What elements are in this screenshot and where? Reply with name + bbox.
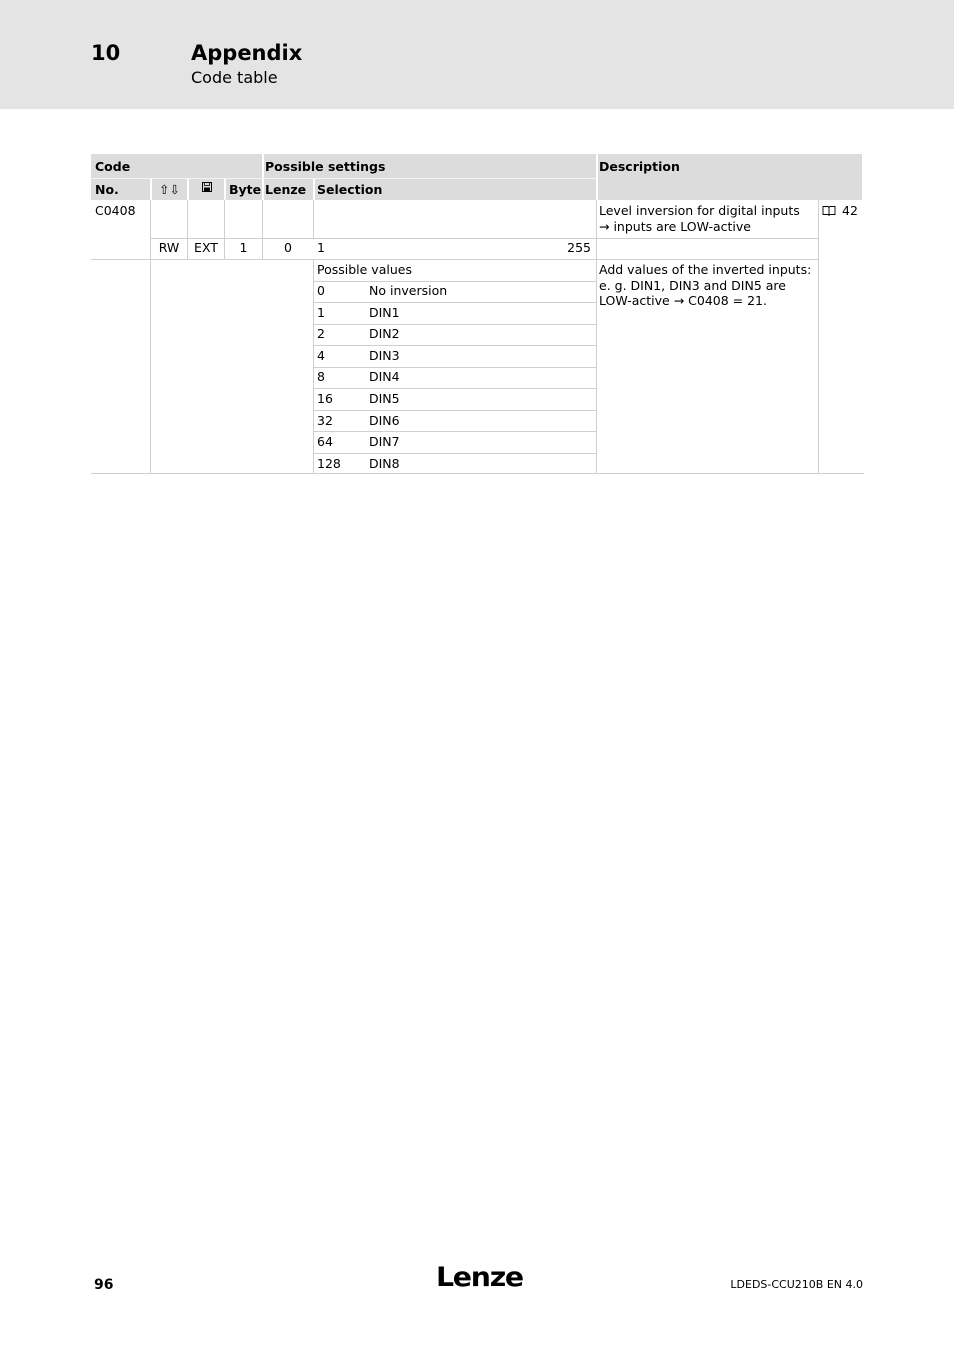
value-meaning: DIN3 xyxy=(369,348,400,363)
value-number: 128 xyxy=(317,456,341,471)
document-id: LDEDS-CCU210B EN 4.0 xyxy=(730,1278,863,1291)
section-title: Code table xyxy=(191,68,278,87)
value-meaning: DIN5 xyxy=(369,391,400,406)
value-meaning: DIN4 xyxy=(369,369,400,384)
value-meaning: DIN2 xyxy=(369,326,400,341)
save-value: EXT xyxy=(194,240,218,255)
value-number: 0 xyxy=(317,283,325,298)
header-band xyxy=(0,0,954,109)
value-number: 32 xyxy=(317,413,333,428)
value-number: 4 xyxy=(317,348,325,363)
header-code: Code xyxy=(95,159,131,174)
header-possible-settings: Possible settings xyxy=(265,159,386,174)
chapter-title: Appendix xyxy=(191,41,303,65)
selection-min: 1 xyxy=(317,240,325,255)
value-meaning: DIN7 xyxy=(369,434,400,449)
value-meaning: DIN8 xyxy=(369,456,400,471)
page-reference[interactable]: 42 xyxy=(842,203,858,218)
header-description: Description xyxy=(599,159,680,174)
values-description-line-3: LOW-active → C0408 = 21. xyxy=(599,293,767,308)
header-byte: Byte xyxy=(229,182,262,197)
value-number: 2 xyxy=(317,326,325,341)
floppy-icon xyxy=(202,182,212,192)
value-meaning: DIN1 xyxy=(369,305,400,320)
selection-max: 255 xyxy=(567,240,591,255)
header-selection: Selection xyxy=(317,182,383,197)
header-no: No. xyxy=(95,182,119,197)
lenze-default: 0 xyxy=(284,240,292,255)
value-number: 64 xyxy=(317,434,333,449)
description-line-1: Level inversion for digital inputs xyxy=(599,203,800,218)
chapter-number: 10 xyxy=(91,41,121,65)
header-lenze: Lenze xyxy=(265,182,307,197)
description-line-2: → inputs are LOW-active xyxy=(599,219,751,234)
possible-values-title: Possible values xyxy=(317,262,412,277)
access-value: RW xyxy=(158,240,180,255)
value-number: 16 xyxy=(317,391,333,406)
book-icon xyxy=(822,205,836,216)
value-number: 1 xyxy=(317,305,325,320)
value-meaning: No inversion xyxy=(369,283,448,298)
values-description-line-1: Add values of the inverted inputs: xyxy=(599,262,812,277)
page-number: 96 xyxy=(94,1277,114,1293)
code-number: C0408 xyxy=(95,203,136,218)
header-access-icon: ⇧⇩ xyxy=(159,182,180,197)
values-description-line-2: e. g. DIN1, DIN3 and DIN5 are xyxy=(599,278,786,293)
value-number: 8 xyxy=(317,369,325,384)
value-meaning: DIN6 xyxy=(369,413,400,428)
byte-value: 1 xyxy=(239,240,248,255)
lenze-logo: Lenze xyxy=(436,1262,523,1293)
header-save-icon xyxy=(189,181,224,196)
